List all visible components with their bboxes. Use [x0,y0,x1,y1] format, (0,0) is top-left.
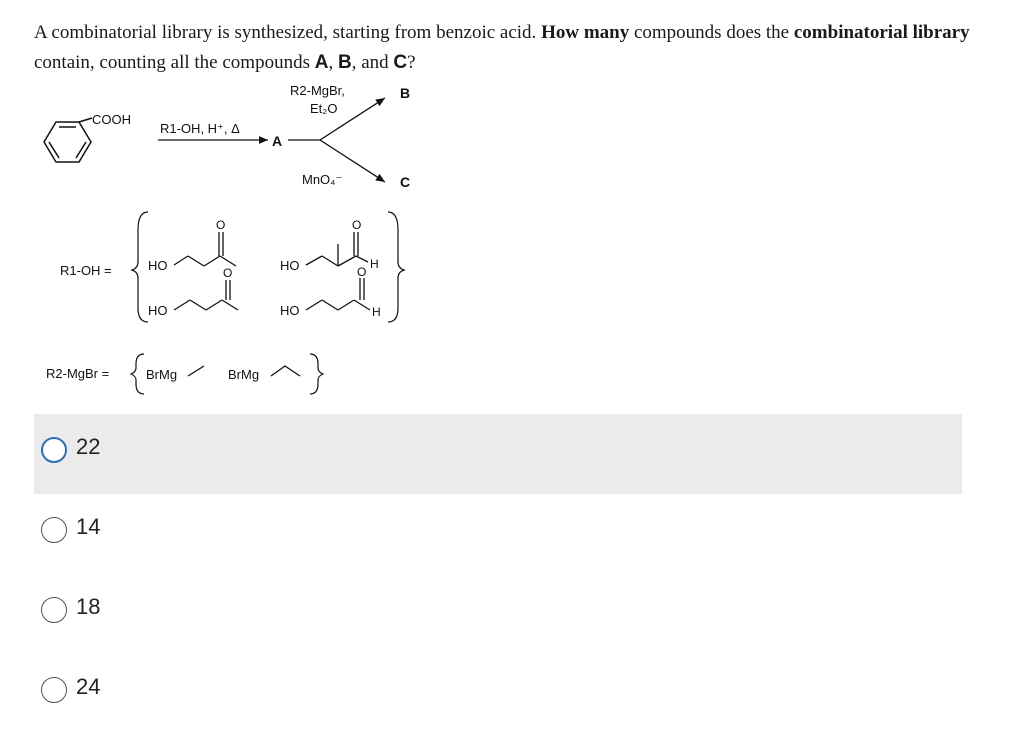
svg-text:HO: HO [280,258,300,273]
svg-text:H: H [370,257,379,271]
radio-option-14[interactable] [41,517,67,543]
svg-text:HO: HO [280,303,300,318]
svg-text:O: O [223,266,233,280]
option-14[interactable] [34,494,962,574]
r1-molecule-3 [174,280,238,310]
svg-text:O: O [352,218,362,232]
svg-text:BrMg: BrMg [146,367,178,382]
option-label: 22 [76,434,101,459]
r1-brace-right [388,212,404,322]
grignard-2-chain [271,366,300,376]
r1-brace-left [132,212,148,322]
option-label: 14 [76,514,101,539]
step2-solvent: Et₂O [310,101,338,116]
r1-molecule-1 [174,232,236,266]
r2-brace-right [310,354,323,394]
reaction-scheme [0,70,1024,400]
step1-reagent: R1-OH, H⁺, Δ [160,121,240,136]
compound-a-label: A [272,133,283,149]
r1-oh-label: R1-OH = [60,263,112,278]
radio-option-18[interactable] [41,597,67,623]
svg-text:H: H [372,305,381,319]
svg-text:O: O [216,218,226,232]
option-label: 24 [76,674,101,699]
radio-option-22[interactable] [41,437,67,463]
r2-mgbr-label: R2-MgBr = [46,366,110,381]
compound-c-label: C [400,174,411,190]
step2-reagent: R2-MgBr, [290,83,345,98]
benzene-ring [44,118,92,162]
svg-text:BrMg: BrMg [228,367,260,382]
question-text: A combinatorial library is synthesized, starting from benzoic acid. How many compounds does the combinatorial library contain, counting all the compounds A, B, and C? [34,22,970,73]
svg-text:HO: HO [148,303,168,318]
svg-text:HO: HO [148,258,168,273]
option-18[interactable] [34,574,962,654]
step3-reagent: MnO₄⁻ [302,172,343,187]
grignard-1-chain [188,366,204,376]
r1-molecule-4 [306,278,370,310]
svg-text:O: O [357,265,367,279]
compound-b-label: B [400,85,411,101]
r1-molecule-2 [306,232,368,266]
radio-option-24[interactable] [41,677,67,703]
r2-brace-left [131,354,144,394]
option-22[interactable] [34,414,962,494]
option-label: 18 [76,594,101,619]
option-24[interactable] [34,654,962,734]
cooh-label: COOH [92,112,131,127]
